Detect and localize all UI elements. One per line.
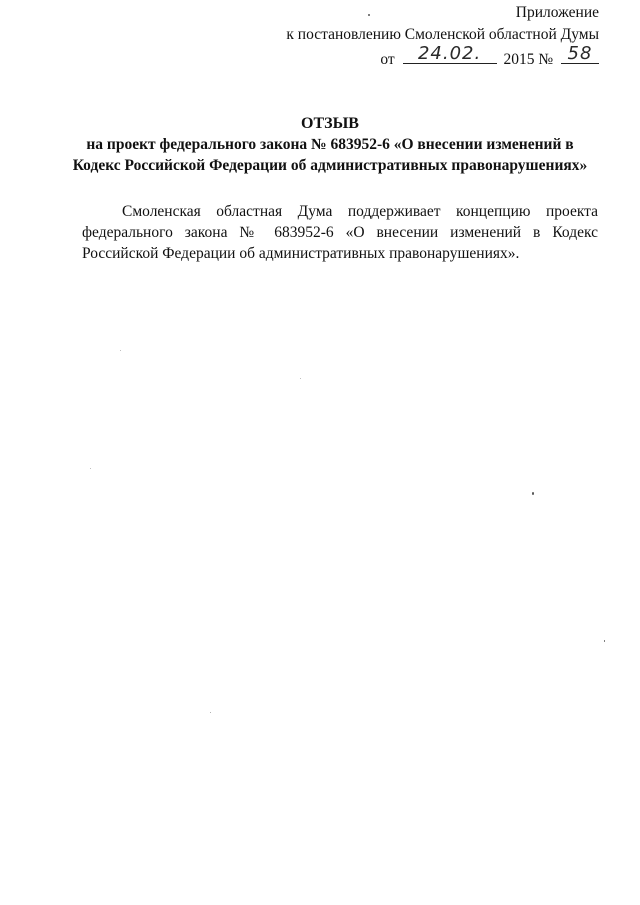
appendix-decree-reference: к постановлению Смоленской областной Думы — [286, 26, 599, 43]
year-and-number-label: 2015 № — [503, 51, 554, 68]
document-title — [60, 113, 600, 176]
title-main: ОТЗЫВ — [301, 115, 359, 132]
title-line-2: Кодекс Российской Федерации об административных правонарушениях» — [72, 157, 588, 174]
handwritten-number: 58 — [567, 43, 593, 64]
appendix-label: Приложение — [515, 4, 599, 21]
appendix-header — [179, 0, 599, 67]
title-line-1: на проект федерального закона № 683952-6 «О внесении изменений в — [86, 136, 574, 153]
body-paragraph: Смоленская областная Дума поддерживает концепцию проекта федерального закона № 683952-6 «О внесении изменений в Кодекс Российской Федерации об административных правонарушениях». — [82, 203, 598, 262]
date-prefix: от — [380, 51, 395, 68]
number-field — [561, 45, 599, 64]
date-field — [403, 45, 497, 64]
handwritten-date: 24.02. — [417, 43, 482, 64]
appendix-date-line — [179, 45, 599, 67]
